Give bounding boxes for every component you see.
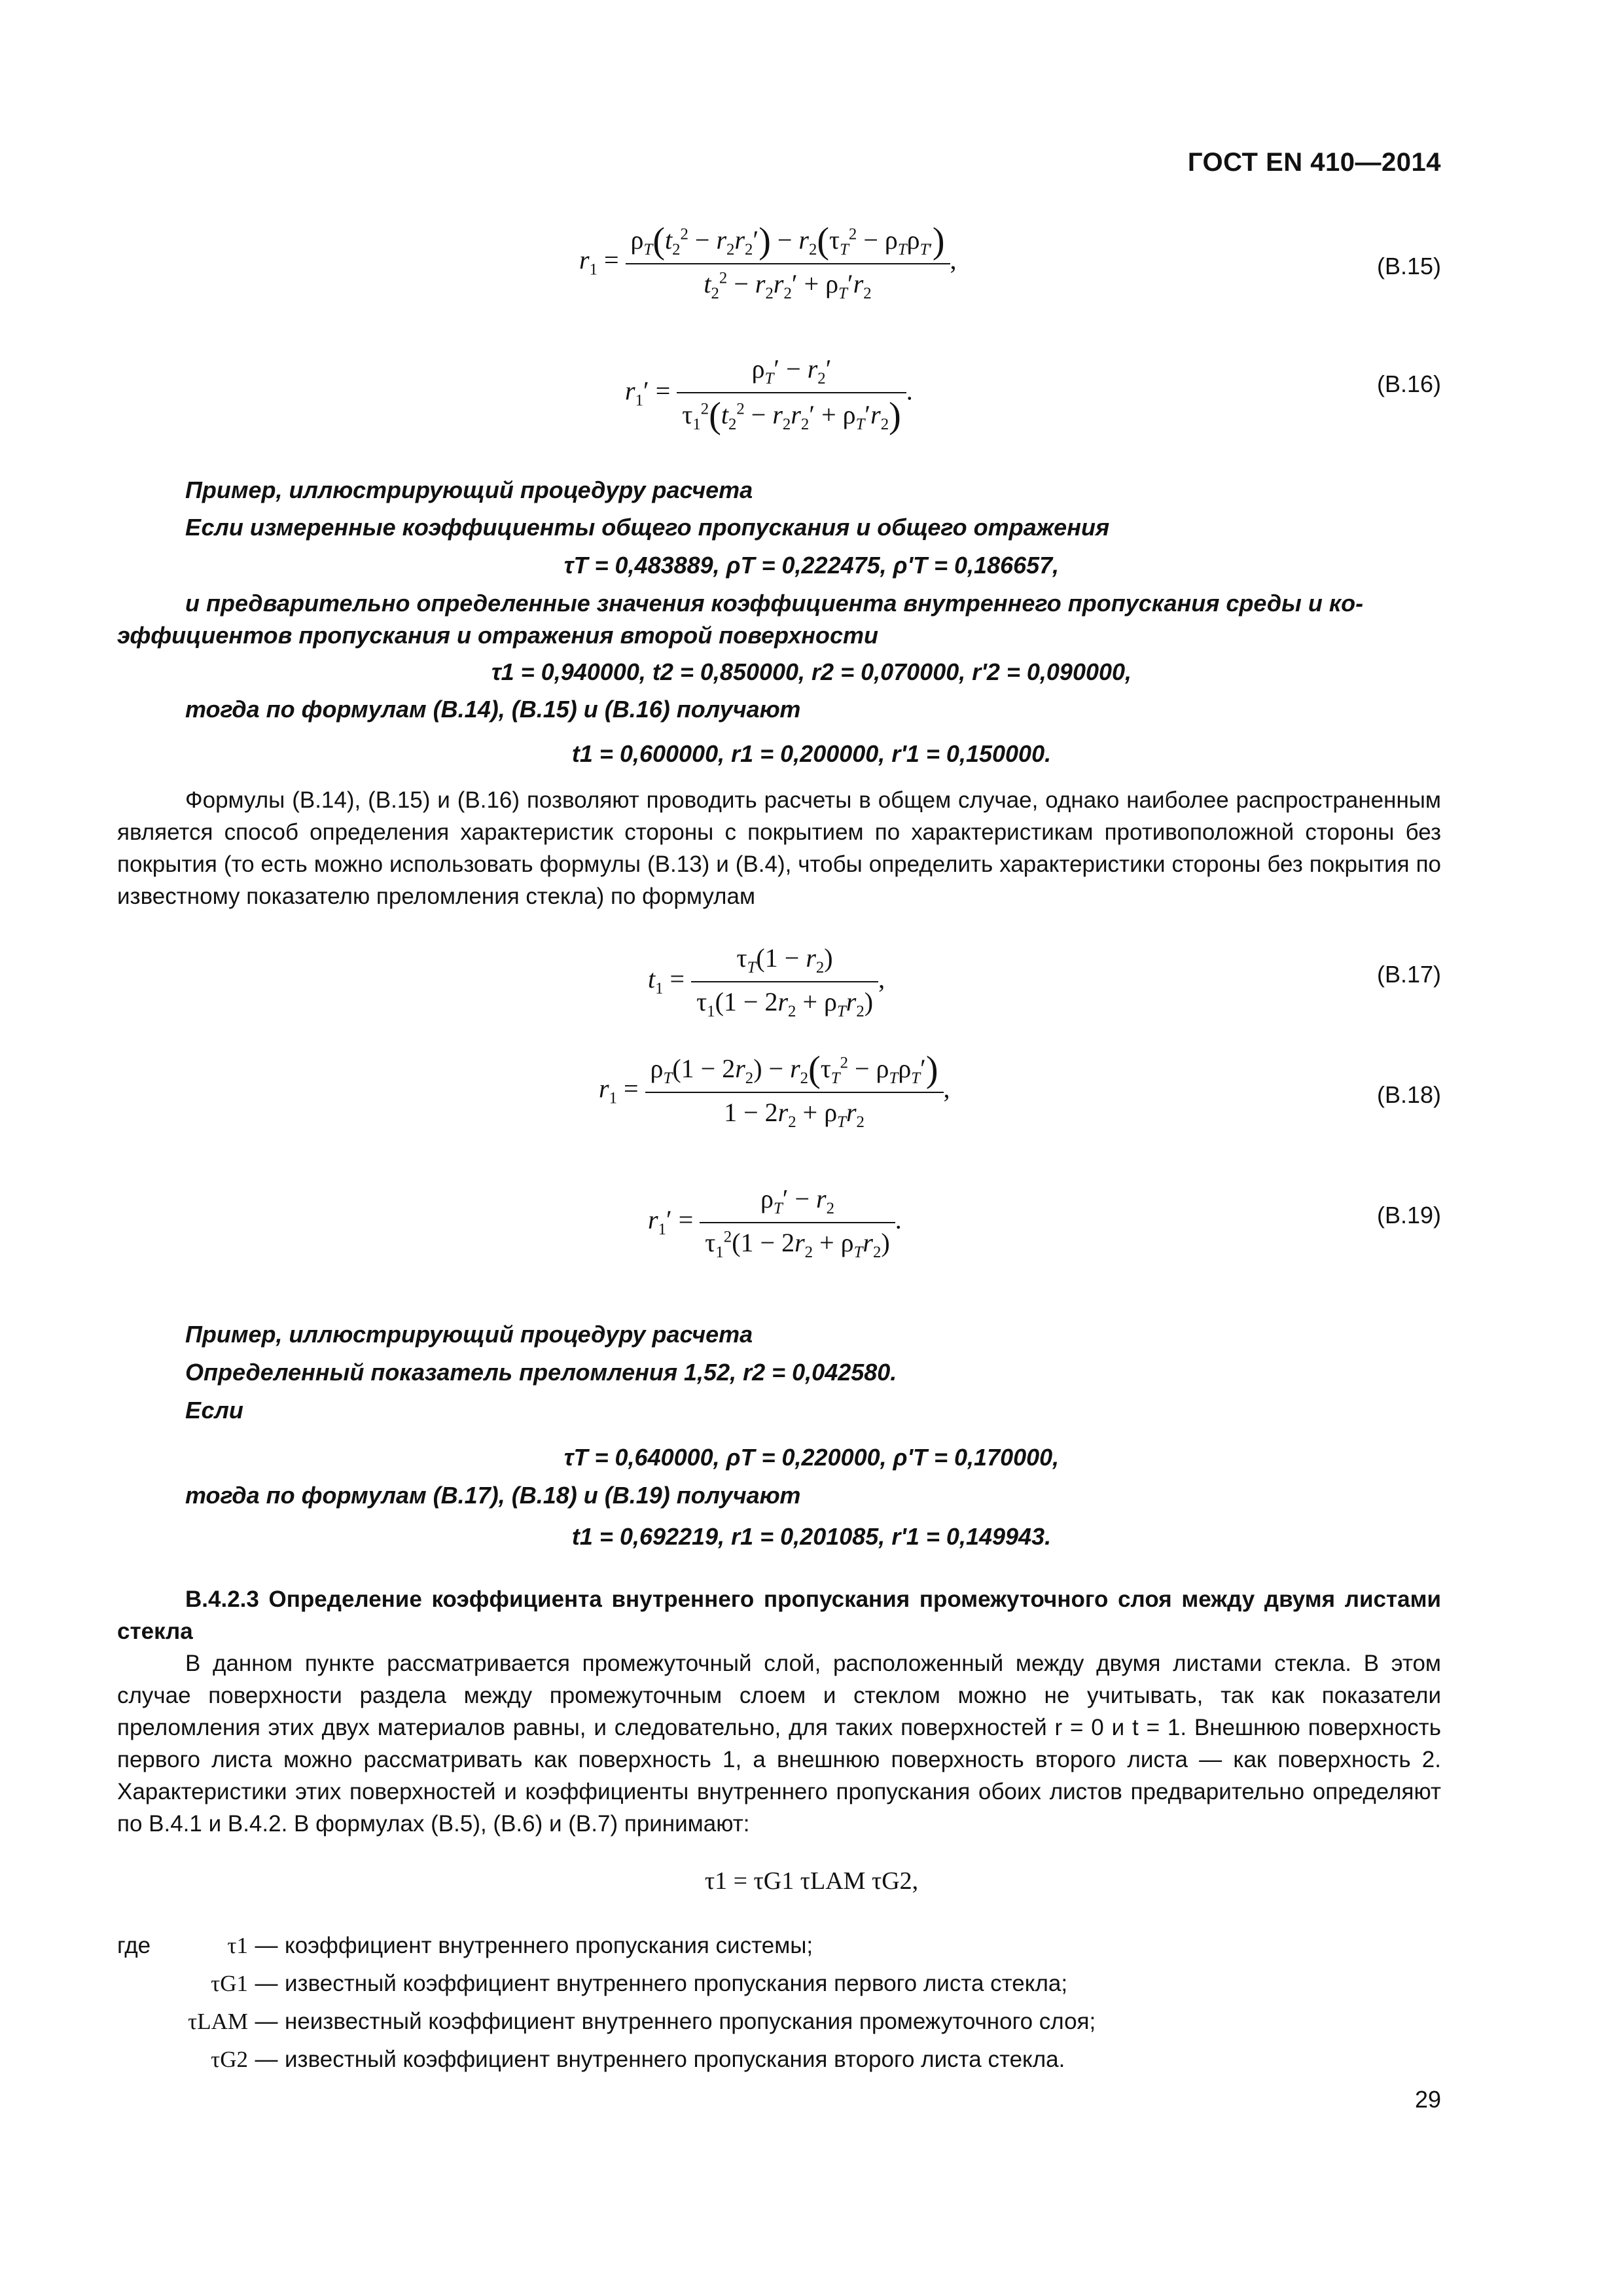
equation-number-b15: (B.15) [1376, 253, 1441, 279]
example1-line1: Если измеренные коэффициенты общего пропускания и общего отражения [185, 514, 1110, 541]
definition-text: коэффициент внутреннего пропускания системы; [285, 1933, 813, 1958]
body-paragraph-1-text: Формулы (B.14), (B.15) и (B.16) позволяют проводить расчеты в общем случае, однако наиболее распространенным является способ определения характеристик стороны с покрытием по характеристикам противоположной стороны без покрытия (то есть можно использовать формулы (B.13) и (B.4), чтобы определить характеристики стороны без покрытия по известному показателю преломления стекла) по формулам [117, 787, 1441, 909]
equation-number-b16: (B.16) [1376, 370, 1441, 397]
example1-values1: τT = 0,483889, ρT = 0,222475, ρ'T = 0,186657, [563, 552, 1060, 579]
definition-dash: — [255, 2047, 278, 2072]
body-paragraph-1 [117, 784, 1441, 912]
equation-system: τ1 = τG1 τLAM τG2, [704, 1867, 919, 1895]
definition-symbol: τLAM [188, 2009, 248, 2034]
example1-heading: Пример, иллюстрирующий процедуру расчета [185, 476, 753, 503]
section-heading-text: B.4.2.3 Определение коэффициента внутреннего пропускания промежуточного слоя между двумя листами стекла [117, 1587, 1441, 1644]
section-body [117, 1647, 1441, 1840]
equation-number-b18: (B.18) [1376, 1081, 1441, 1108]
equation-b16: $r_1'$ = $\frac{\rho_T' - r_2'}{\tau_1^2(t_2^2 - r_2r_2' + \rho_T'r_2)}$ . [625, 354, 913, 436]
definitions-list [117, 1927, 1441, 2079]
page-number: 29 [1414, 2086, 1441, 2113]
example2-line1: Определенный показатель преломления 1,52, r2 = 0,042580. [185, 1359, 897, 1386]
equation-number-b17: (B.17) [1376, 961, 1441, 988]
equation-b19: $r_1'$ = $\frac{\rho_T' - r_2}{\tau_1^2(1 - 2r_2 + \rho_Tr_2)}$ . [648, 1184, 902, 1261]
example1-result: t1 = 0,600000, r1 = 0,200000, r'1 = 0,150000. [571, 740, 1052, 767]
definitions-lead: где [117, 1933, 151, 1958]
example2-values: τT = 0,640000, ρT = 0,220000, ρ'T = 0,170000, [563, 1444, 1060, 1471]
definition-row [117, 1965, 1441, 2003]
section-body-text: В данном пункте рассматривается промежуточный слой, расположенный между двумя листами стекла. В этом случае поверхности раздела между промежуточным слоем и стеклом можно не учитывать, так как показатели преломления этих двух материалов равны, и следовательно, для таких поверхностей r = 0 и t = 1. Внешнюю поверхность первого листа можно рассматривать как поверхность 1, а внешнюю поверхность второго листа — как поверхность 2. Характеристики этих поверхностей и коэффициенты внутреннего пропускания обоих листов предварительно определяют по B.4.1 и B.4.2. В формулах (B.5), (B.6) и (B.7) принимают: [117, 1651, 1441, 1837]
definition-symbol: τG2 [211, 2047, 248, 2072]
definition-row [117, 1927, 1441, 1965]
equation-b18: $r_1$ = $\frac{\rho_T(1 - 2r_2) - r_2(\tau_T^2 - \rho_T\rho_T')}{1 - 2r_2 + \rho_Tr_2}$ , [599, 1049, 950, 1131]
definition-text: неизвестный коэффициент внутреннего пропускания промежуточного слоя; [285, 2009, 1096, 2034]
equation-b15: $r_1$ = $\frac{\rho_T(t_2^2 - r_2r_2') - r_2(\tau_T^2 - \rho_T\rho_{T'})}{t_2^2 - r_2r_2' + \rho_T'r_2}$ , [579, 221, 957, 302]
equation-number-b19: (B.19) [1376, 1202, 1441, 1229]
example2-result: t1 = 0,692219, r1 = 0,201085, r'1 = 0,149943. [571, 1523, 1052, 1550]
definition-text: известный коэффициент внутреннего пропускания первого листа стекла; [285, 1971, 1068, 1996]
definition-row [117, 2003, 1441, 2041]
definition-dash: — [255, 1971, 278, 1996]
example2-line2: Если [185, 1397, 243, 1424]
document-header: ГОСТ EN 410—2014 [1187, 148, 1441, 177]
example2-heading: Пример, иллюстрирующий процедуру расчета [185, 1321, 753, 1348]
example1-values2: τ1 = 0,940000, t2 = 0,850000, r2 = 0,070000, r'2 = 0,090000, [491, 658, 1132, 685]
definition-dash: — [255, 1933, 278, 1958]
example2-line3: тогда по формулам (B.17), (B.18) и (B.19) получают [185, 1482, 801, 1509]
definition-dash: — [255, 2009, 278, 2034]
definition-text: известный коэффициент внутреннего пропускания второго листа стекла. [285, 2047, 1065, 2072]
equation-b17: $t_1$ = $\frac{\tau_T(1 - r_2)}{\tau_1(1 - 2r_2 + \rho_Tr_2)}$ , [648, 943, 885, 1020]
section-heading [117, 1583, 1441, 1647]
example1-line2a: и предварительно определенные значения коэффициента внутреннего пропускания среды и ко- [185, 590, 1364, 617]
definition-row [117, 2041, 1441, 2079]
definition-symbol: τG1 [211, 1971, 248, 1996]
definition-symbol: τ1 [227, 1933, 248, 1958]
example1-line2b: эффициентов пропускания и отражения второй поверхности [117, 622, 878, 649]
example1-line3: тогда по формулам (B.14), (B.15) и (B.16) получают [185, 696, 801, 723]
